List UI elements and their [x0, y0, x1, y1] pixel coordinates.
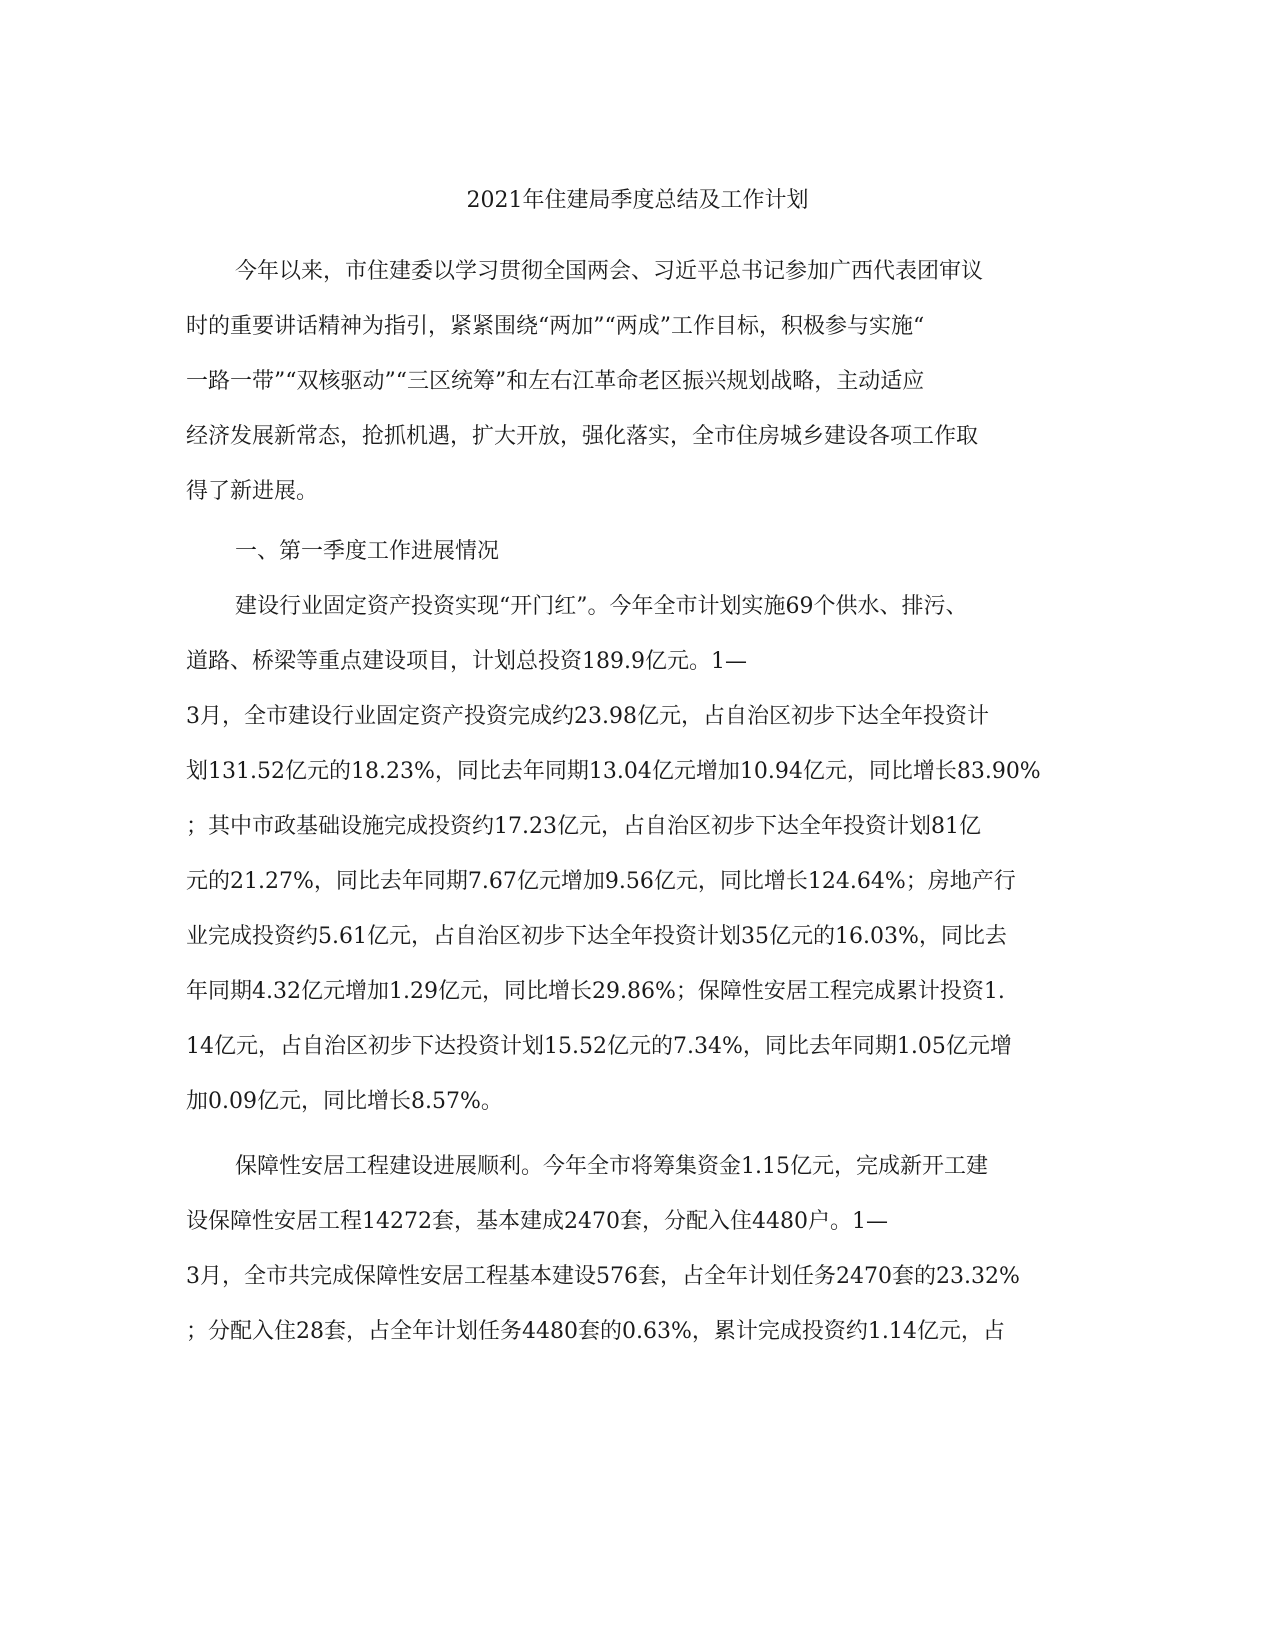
text-line: 保障性安居工程建设进展顺利。今年全市将筹集资金1.15亿元，完成新开工建: [235, 1154, 988, 1179]
text-line: 3月，全市建设行业固定资产投资完成约23.98亿元，占自治区初步下达全年投资计: [186, 704, 989, 729]
text-line: 14亿元，占自治区初步下达投资计划15.52亿元的7.34%，同比去年同期1.05亿元增: [186, 1034, 1012, 1059]
text-line: 今年以来，市住建委以学习贯彻全国两会、习近平总书记参加广西代表团审议: [235, 259, 984, 284]
text-line: 设保障性安居工程14272套，基本建成2470套，分配入住4480户。1—: [186, 1209, 888, 1234]
text-line: 业完成投资约5.61亿元，占自治区初步下达全年投资计划35亿元的16.03%，同比去: [186, 924, 1007, 949]
text-line: 得了新进展。: [186, 479, 319, 504]
text-line: 一路一带”“双核驱动”“三区统筹”和左右江革命老区振兴规划战略，主动适应: [186, 369, 925, 394]
text-line: 经济发展新常态，抢抓机遇，扩大开放，强化落实，全市住房城乡建设各项工作取: [186, 424, 979, 449]
text-line: 3月，全市共完成保障性安居工程基本建设576套，占全年计划任务2470套的23.32%: [186, 1264, 1020, 1289]
text-line: 加0.09亿元，同比增长8.57%。: [186, 1089, 503, 1114]
document-title: 2021年住建局季度总结及工作计划: [466, 188, 809, 213]
section-heading: 一、第一季度工作进展情况: [235, 539, 500, 564]
text-line: 划131.52亿元的18.23%，同比去年同期13.04亿元增加10.94亿元，同比增长83.90%: [186, 759, 1041, 784]
text-line: 道路、桥梁等重点建设项目，计划总投资189.9亿元。1—: [186, 649, 747, 674]
text-line: ；分配入住28套，占全年计划任务4480套的0.63%，累计完成投资约1.14亿元，占: [186, 1319, 1005, 1344]
text-line: 建设行业固定资产投资实现“开门红”。今年全市计划实施69个供水、排污、: [235, 594, 968, 619]
text-line: 时的重要讲话精神为指引，紧紧围绕“两加”“两成”工作目标，积极参与实施“: [186, 314, 925, 339]
text-line: 元的21.27%，同比去年同期7.67亿元增加9.56亿元，同比增长124.64%；房地产行: [186, 869, 1016, 894]
text-line: 年同期4.32亿元增加1.29亿元，同比增长29.86%；保障性安居工程完成累计投资1.: [186, 979, 1005, 1004]
text-line: ；其中市政基础设施完成投资约17.23亿元，占自治区初步下达全年投资计划81亿: [186, 814, 981, 839]
